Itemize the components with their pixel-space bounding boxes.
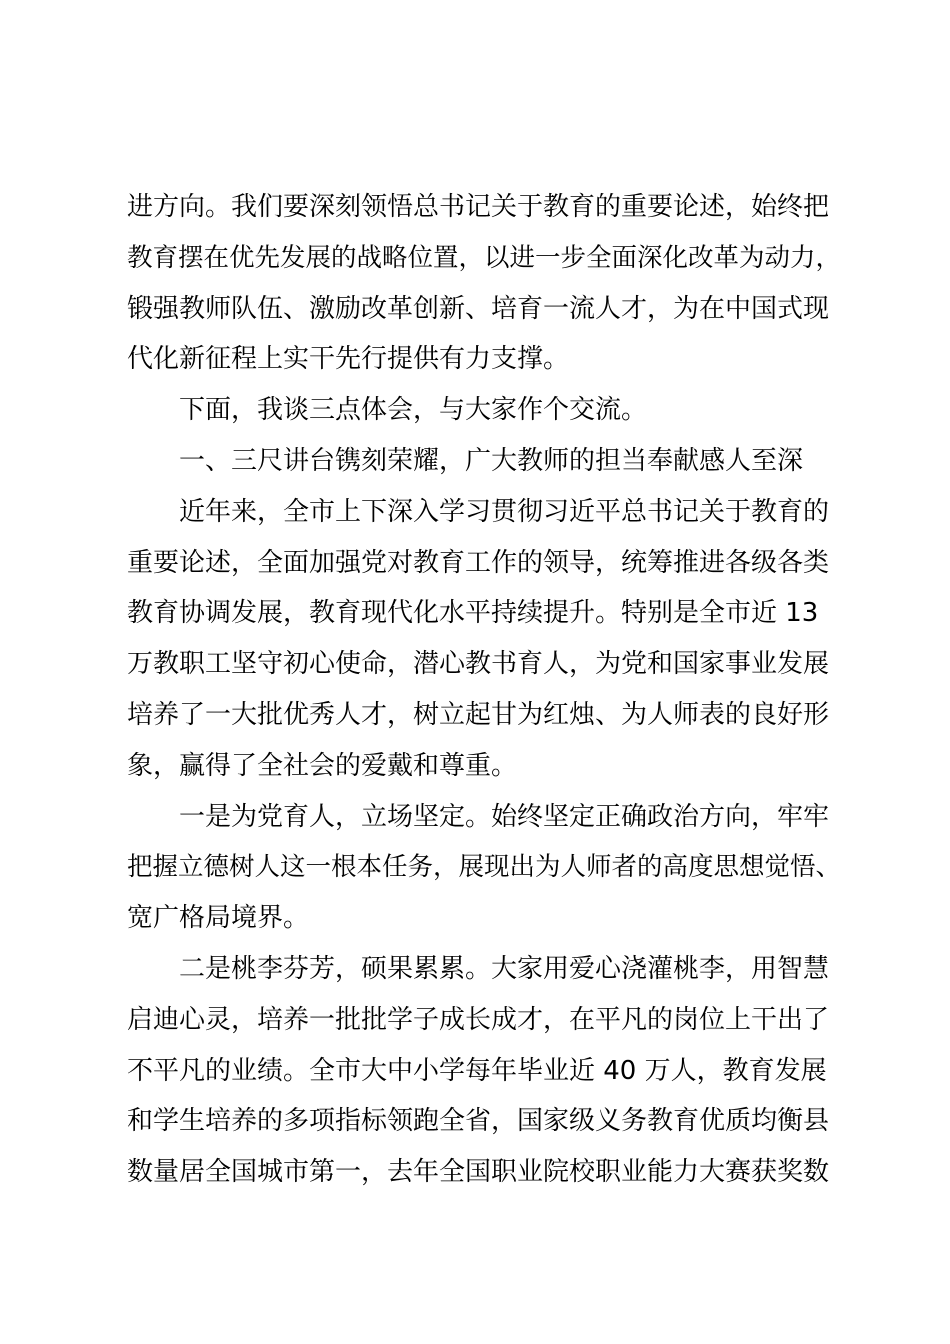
document-body xyxy=(127,182,847,1198)
text-line: 教育协调发展，教育现代化水平持续提升。特别是全市近 13 xyxy=(127,598,819,629)
text-line: 象，赢得了全社会的爱戴和尊重。 xyxy=(127,750,518,781)
text-line: 近年来，全市上下深入学习贯彻习近平总书记关于教育的 xyxy=(179,496,830,527)
text-line: 不平凡的业绩。全市大中小学每年毕业近 40 万人，教育发展 xyxy=(127,1055,827,1086)
text-line: 启迪心灵，培养一批批学子成长成才，在平凡的岗位上干出了 xyxy=(127,1004,830,1035)
text-line: 重要论述，全面加强党对教育工作的领导，统筹推进各级各类 xyxy=(127,547,830,578)
text-line: 下面，我谈三点体会，与大家作个交流。 xyxy=(179,395,648,426)
text-line: 数量居全国城市第一，去年全国职业院校职业能力大赛获奖数 xyxy=(127,1157,830,1188)
text-line: 和学生培养的多项指标领跑全省，国家级义务教育优质均衡县 xyxy=(127,1106,830,1137)
text-line: 一是为党育人，立场坚定。始终坚定正确政治方向，牢牢 xyxy=(179,801,830,832)
text-line: 宽广格局境界。 xyxy=(127,903,310,934)
text-line: 把握立德树人这一根本任务，展现出为人师者的高度思想觉悟、 xyxy=(127,852,842,883)
text-line: 代化新征程上实干先行提供有力支撑。 xyxy=(127,344,570,375)
text-line: 培养了一大批优秀人才，树立起甘为红烛、为人师表的良好形 xyxy=(127,699,830,730)
text-line: 锻强教师队伍、激励改革创新、培育一流人才，为在中国式现 xyxy=(127,293,830,324)
text-line: 进方向。我们要深刻领悟总书记关于教育的重要论述，始终把 xyxy=(127,192,830,222)
text-line: 万教职工坚守初心使命，潜心教书育人，为党和国家事业发展 xyxy=(127,649,830,680)
section-heading: 一、三尺讲台镌刻荣耀，广大教师的担当奉献感人至深 xyxy=(179,445,804,476)
text-line: 二是桃李芬芳，硕果累累。大家用爱心浇灌桃李，用智慧 xyxy=(179,953,830,984)
text-line: 教育摆在优先发展的战略位置，以进一步全面深化改革为动力， xyxy=(127,242,842,273)
